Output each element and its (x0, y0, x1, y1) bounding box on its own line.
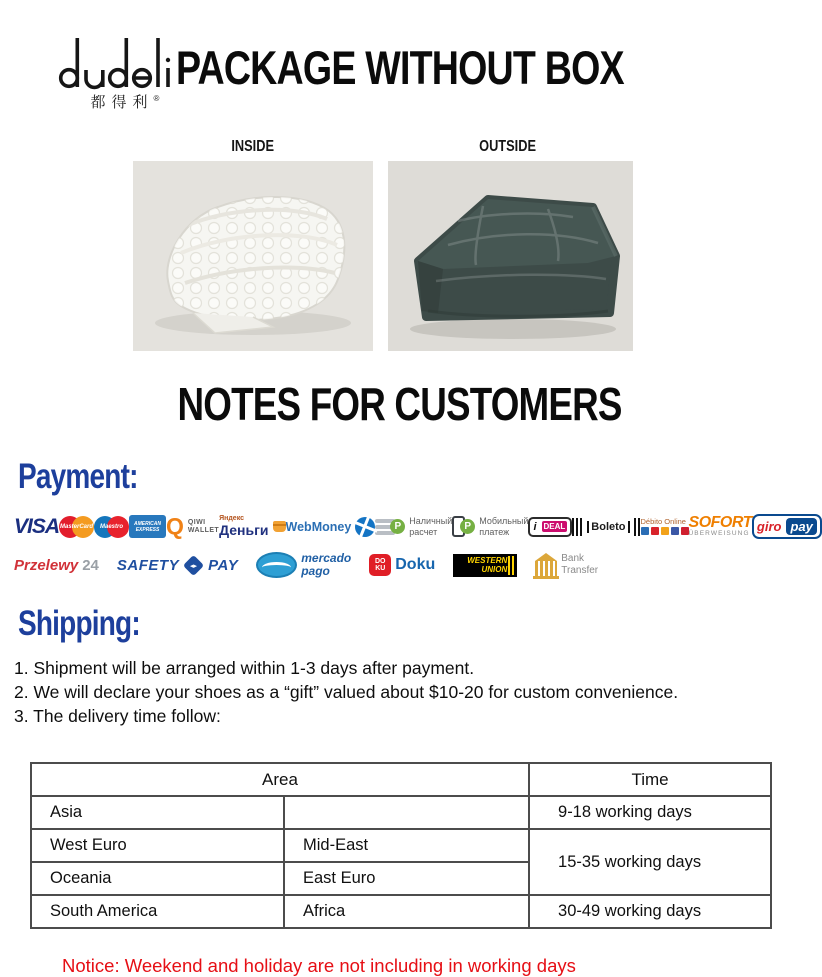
table-row: Oceania East Euro (31, 862, 771, 895)
american-express-logo: AMERICAN EXPRESS (129, 515, 166, 538)
logo-chinese-text: 都得利® (90, 94, 160, 111)
mobile-p-icon: P (460, 519, 475, 534)
debito-online-logo: Débito Online (641, 518, 689, 536)
doku-logo: DO KU Doku (369, 554, 435, 576)
cash-p-icon: P (390, 519, 405, 534)
notes-title: NOTES FOR CUSTOMERS (177, 378, 623, 430)
working-days-notice: Notice: Weekend and holiday are not including in working days (62, 955, 576, 976)
barcode-icon (634, 518, 641, 536)
handshake-oval-icon (256, 552, 297, 578)
mercado-pago-logo: mercado pago (256, 552, 351, 578)
delivery-time-table (30, 762, 772, 929)
globe-icon (355, 517, 375, 537)
shipping-heading: Shipping: (18, 604, 140, 643)
shipping-note-1: 1. Shipment will be arranged within 1-3 days after payment. (14, 658, 475, 678)
inside-photo (133, 161, 373, 351)
outside-label: OUTSIDE (479, 138, 537, 155)
cash-payment-logo: P Наличный расчет (375, 516, 452, 537)
giropay-logo: giro pay (752, 514, 822, 539)
safetypay-diamond-icon (183, 554, 204, 575)
inside-label: INSIDE (231, 138, 275, 155)
qiwi-q-icon: Q (166, 513, 184, 539)
table-row: South America Africa 30-49 working days (31, 895, 771, 928)
outside-photo (388, 161, 633, 351)
photo-labels (133, 138, 628, 156)
safetypay-logo: SAFETY ◂▸ PAY (117, 557, 238, 574)
bank-transfer-logo: Bank Transfer (535, 553, 598, 577)
area-header: Area (31, 763, 529, 796)
przelewy24-logo: Przelewy 24 (14, 556, 99, 574)
ideal-logo: i DEAL (528, 517, 572, 537)
debito-brand-squares-icon (641, 527, 689, 535)
webmoney-logo: WebMoney (286, 517, 376, 537)
payment-heading: Payment: (18, 457, 138, 496)
visa-logo: VISA (14, 514, 60, 538)
header (0, 0, 800, 138)
doku-square-icon: DO KU (369, 554, 391, 576)
barcode-icon (572, 518, 583, 536)
shipping-note-3: 3. The delivery time follow: (14, 706, 221, 726)
payment-icons-row1 (14, 513, 813, 540)
package-photos (133, 161, 800, 351)
qiwi-wallet-logo: Q QIWI WALLET (166, 513, 220, 539)
payment-icons-row2 (14, 552, 800, 578)
shipping-notes (14, 656, 800, 728)
table-row: Asia 9-18 working days (31, 796, 771, 829)
time-header: Time (529, 763, 771, 796)
western-union-logo: WESTERN UNION (453, 554, 517, 577)
sofort-logo: SOFORT ÜBERWEISUNG (688, 513, 752, 538)
boleto-logo: Boleto (572, 518, 640, 536)
registered-mark: ® (153, 94, 160, 103)
maestro-logo: Maestro (94, 516, 129, 538)
bank-building-icon (535, 561, 557, 576)
yandex-money-logo: Яндекс Деньги (219, 515, 285, 537)
purse-icon (273, 521, 286, 532)
mastercard-logo: MasterCard (59, 516, 94, 538)
package-title: PACKAGE WITHOUT BOX (176, 41, 624, 94)
table-header-row (31, 763, 771, 796)
table-row: West Euro Mid-East 15-35 working days (31, 829, 771, 862)
shipping-note-2: 2. We will declare your shoes as a “gift” valued about $10-20 for custom convenience. (14, 682, 679, 702)
mobile-payment-logo: P Мобильный платеж (452, 516, 528, 537)
